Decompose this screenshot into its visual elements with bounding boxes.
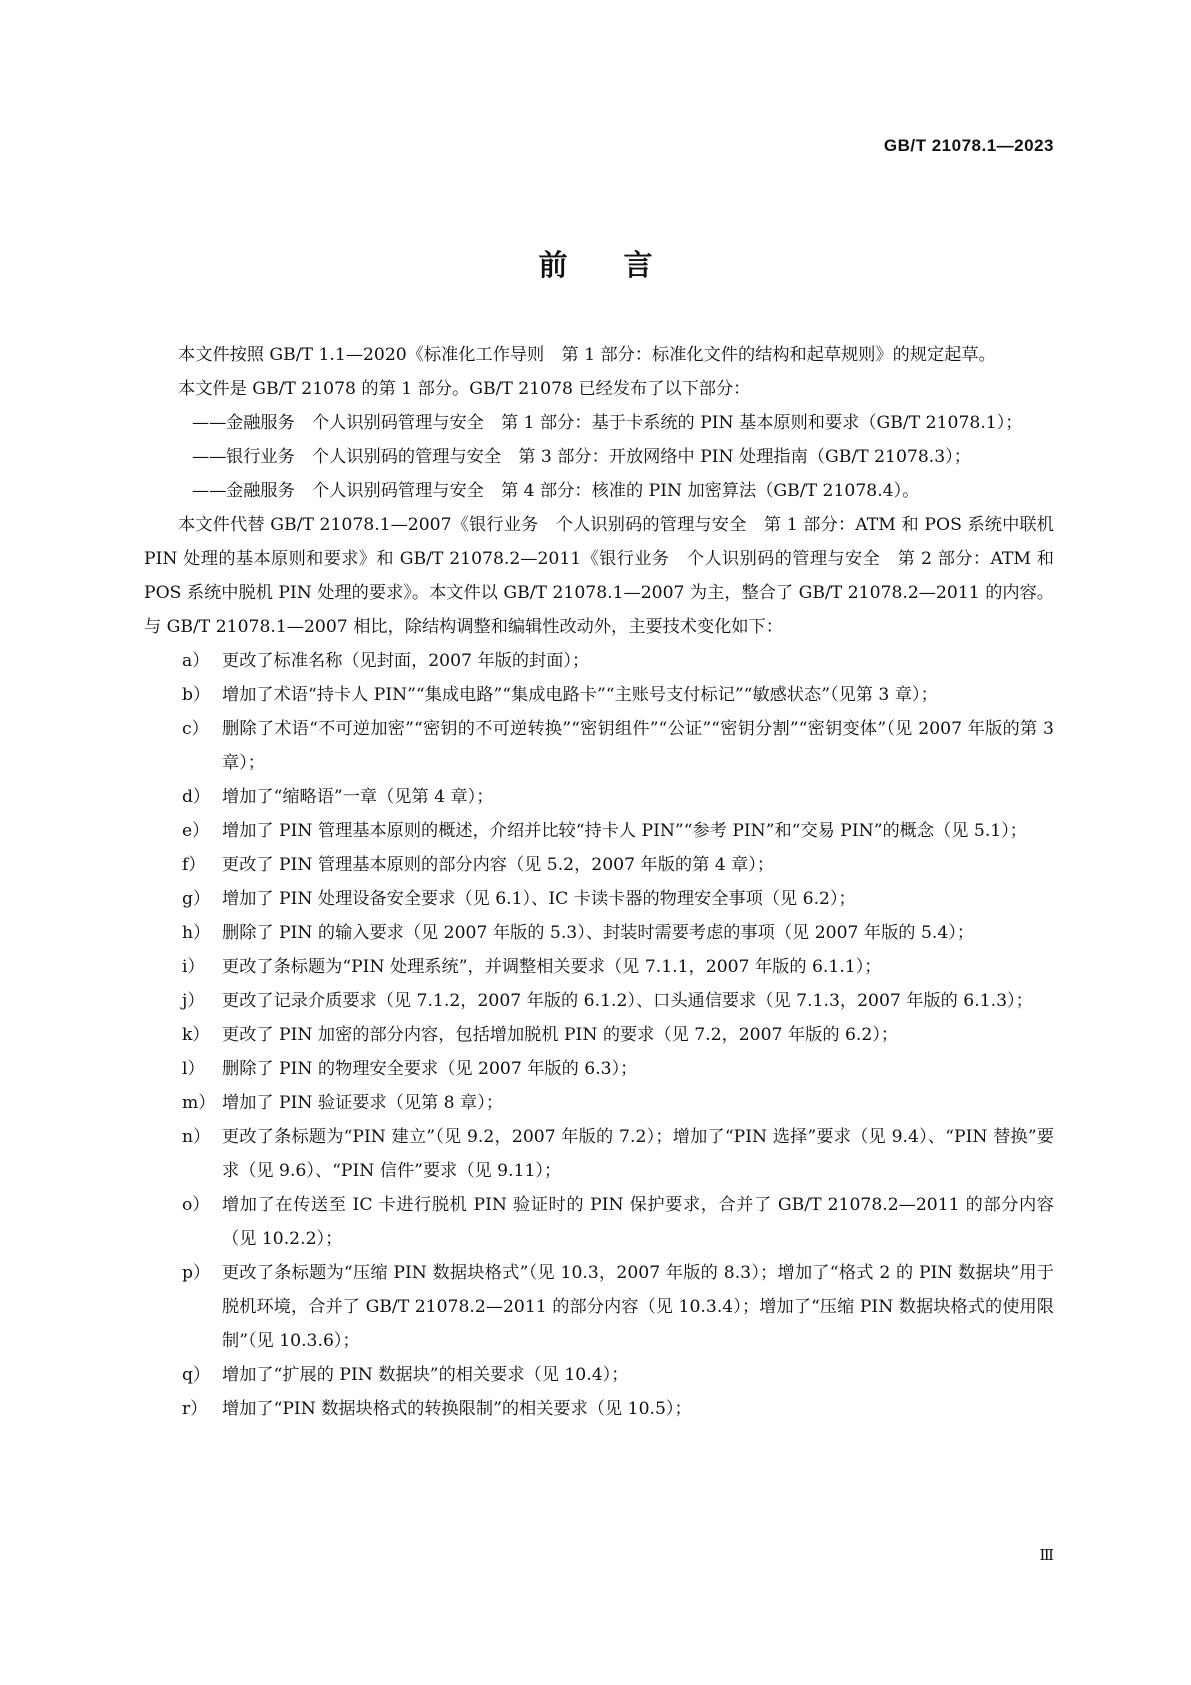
change-item xyxy=(144,882,1054,916)
change-item xyxy=(144,984,1054,1018)
change-item xyxy=(144,950,1054,984)
change-item xyxy=(144,1358,1054,1392)
change-item xyxy=(144,848,1054,882)
change-label: q） xyxy=(182,1365,211,1385)
change-item xyxy=(144,644,1054,678)
change-text: 增加了 PIN 管理基本原则的概述，介绍并比较“持卡人 PIN”“参考 PIN”和“交易 PIN”的概念（见 5.1）； xyxy=(222,821,1027,841)
change-item xyxy=(144,1018,1054,1052)
dash-marker: —— xyxy=(192,481,227,501)
part-text: 银行业务 个人识别码的管理与安全 第 3 部分：开放网络中 PIN 处理指南（GB/T 21078.3）； xyxy=(226,447,971,467)
change-item xyxy=(144,712,1054,780)
part-text: 金融服务 个人识别码管理与安全 第 1 部分：基于卡系统的 PIN 基本原则和要求（GB/T 21078.1）； xyxy=(226,413,1023,433)
change-item xyxy=(144,1188,1054,1256)
change-item xyxy=(144,1052,1054,1086)
change-text: 更改了记录介质要求（见 7.1.2，2007 年版的 6.1.2）、口头通信要求（见 7.1.3，2007 年版的 6.1.3）； xyxy=(222,991,1033,1011)
change-item xyxy=(144,1256,1054,1358)
change-item xyxy=(144,1392,1054,1426)
change-label: c） xyxy=(182,719,209,739)
page-number: Ⅲ xyxy=(1039,1546,1054,1564)
change-text: 更改了条标题为“PIN 处理系统”，并调整相关要求（见 7.1.1，2007 年版的 6.1.1）； xyxy=(222,957,882,977)
change-label: n） xyxy=(182,1127,211,1147)
change-text: 更改了 PIN 管理基本原则的部分内容（见 5.2，2007 年版的第 4 章）； xyxy=(222,855,775,875)
change-text: 增加了“缩略语”一章（见第 4 章）； xyxy=(222,787,494,807)
change-text: 更改了 PIN 加密的部分内容，包括增加脱机 PIN 的要求（见 7.2，2007 年版的 6.2）； xyxy=(222,1025,899,1045)
part-list-item xyxy=(144,406,1054,440)
change-text: 增加了“扩展的 PIN 数据块”的相关要求（见 10.4）； xyxy=(222,1365,629,1385)
change-item xyxy=(144,678,1054,712)
change-label: b） xyxy=(182,685,211,705)
change-text: 更改了标准名称（见封面，2007 年版的封面）； xyxy=(222,651,590,671)
change-text: 更改了条标题为“压缩 PIN 数据块格式”（见 10.3，2007 年版的 8.3）；增加了“格式 2 的 PIN 数据块”用于脱机环境，合并了 GB/T 21078.2—2011 的部分内容（见 10.3.4）；增加了“压缩 PIN 数据块格式的使用限制”（见 10.3.6）； xyxy=(222,1263,1054,1351)
dash-marker: —— xyxy=(192,447,227,467)
change-label: o） xyxy=(182,1195,210,1215)
change-text: 更改了条标题为“PIN 建立”（见 9.2，2007 年版的 7.2）；增加了“PIN 选择”要求（见 9.4）、“PIN 替换”要求（见 9.6）、“PIN 信件”要求（见 9.11）； xyxy=(222,1127,1054,1181)
change-item xyxy=(144,1086,1054,1120)
change-item xyxy=(144,1120,1054,1188)
change-text: 删除了 PIN 的物理安全要求（见 2007 年版的 6.3）； xyxy=(222,1059,638,1079)
part-list-item xyxy=(144,440,1054,474)
change-label: g） xyxy=(182,889,211,909)
change-label: k） xyxy=(182,1025,210,1045)
change-item xyxy=(144,916,1054,950)
change-label: f） xyxy=(182,855,206,875)
change-item xyxy=(144,780,1054,814)
part-list-item xyxy=(144,474,1054,508)
part-text: 金融服务 个人识别码管理与安全 第 4 部分：核准的 PIN 加密算法（GB/T 21078.4）。 xyxy=(226,481,920,501)
change-item xyxy=(144,814,1054,848)
change-text: 增加了术语“持卡人 PIN”“集成电路”“集成电路卡”“主账号支付标记”“敏感状态”（见第 3 章）； xyxy=(222,685,938,705)
change-text: 删除了 PIN 的输入要求（见 2007 年版的 5.3）、封装时需要考虑的事项（见 2007 年版的 5.4）； xyxy=(222,923,975,943)
change-label: a） xyxy=(182,651,210,671)
change-label: l） xyxy=(182,1059,205,1079)
change-label: r） xyxy=(182,1399,208,1419)
paragraph-series-intro: 本文件是 GB/T 21078 的第 1 部分。GB/T 21078 已经发布了以下部分： xyxy=(178,379,751,399)
change-label: m） xyxy=(182,1093,216,1113)
change-text: 增加了 PIN 处理设备安全要求（见 6.1）、IC 卡读卡器的物理安全事项（见 6.2）； xyxy=(222,889,856,909)
paragraph-replacement: 本文件代替 GB/T 21078.1—2007《银行业务 个人识别码的管理与安全 第 1 部分：ATM 和 POS 系统中联机 PIN 处理的基本原则和要求》和 GB/T 21078.2—2011《银行业务 个人识别码的管理与安全 第 2 部分：ATM 和 POS 系统中脱机 PIN 处理的要求》。本文件以 GB/T 21078.1—2007 为主，整合了 GB/T 21078.2—2011 的内容。与 GB/T 21078.1—2007 相比，除结构调整和编辑性改动外，主要技术变化如下： xyxy=(144,515,1054,637)
foreword-body xyxy=(144,338,1054,1426)
dash-marker: —— xyxy=(192,413,227,433)
changes-list xyxy=(144,644,1054,1426)
change-label: d） xyxy=(182,787,211,807)
change-label: i） xyxy=(182,957,205,977)
change-text: 删除了术语“不可逆加密”“密钥的不可逆转换”“密钥组件”“公证”“密钥分割”“密钥变体”（见 2007 年版的第 3 章）； xyxy=(222,719,1054,773)
change-text: 增加了 PIN 验证要求（见第 8 章）； xyxy=(222,1093,504,1113)
standard-number: GB/T 21078.1—2023 xyxy=(883,136,1054,155)
paragraph-drafting-rules: 本文件按照 GB/T 1.1—2020《标准化工作导则 第 1 部分：标准化文件的结构和起草规则》的规定起草。 xyxy=(178,345,996,365)
change-label: h） xyxy=(182,923,211,943)
change-label: p） xyxy=(182,1263,211,1283)
page-title: 前言 xyxy=(538,248,709,282)
change-text: 增加了在传送至 IC 卡进行脱机 PIN 验证时的 PIN 保护要求，合并了 GB/T 21078.2—2011 的部分内容（见 10.2.2）； xyxy=(222,1195,1054,1249)
change-label: j） xyxy=(182,991,205,1011)
change-text: 增加了“PIN 数据块格式的转换限制”的相关要求（见 10.5）； xyxy=(222,1399,692,1419)
change-label: e） xyxy=(182,821,210,841)
